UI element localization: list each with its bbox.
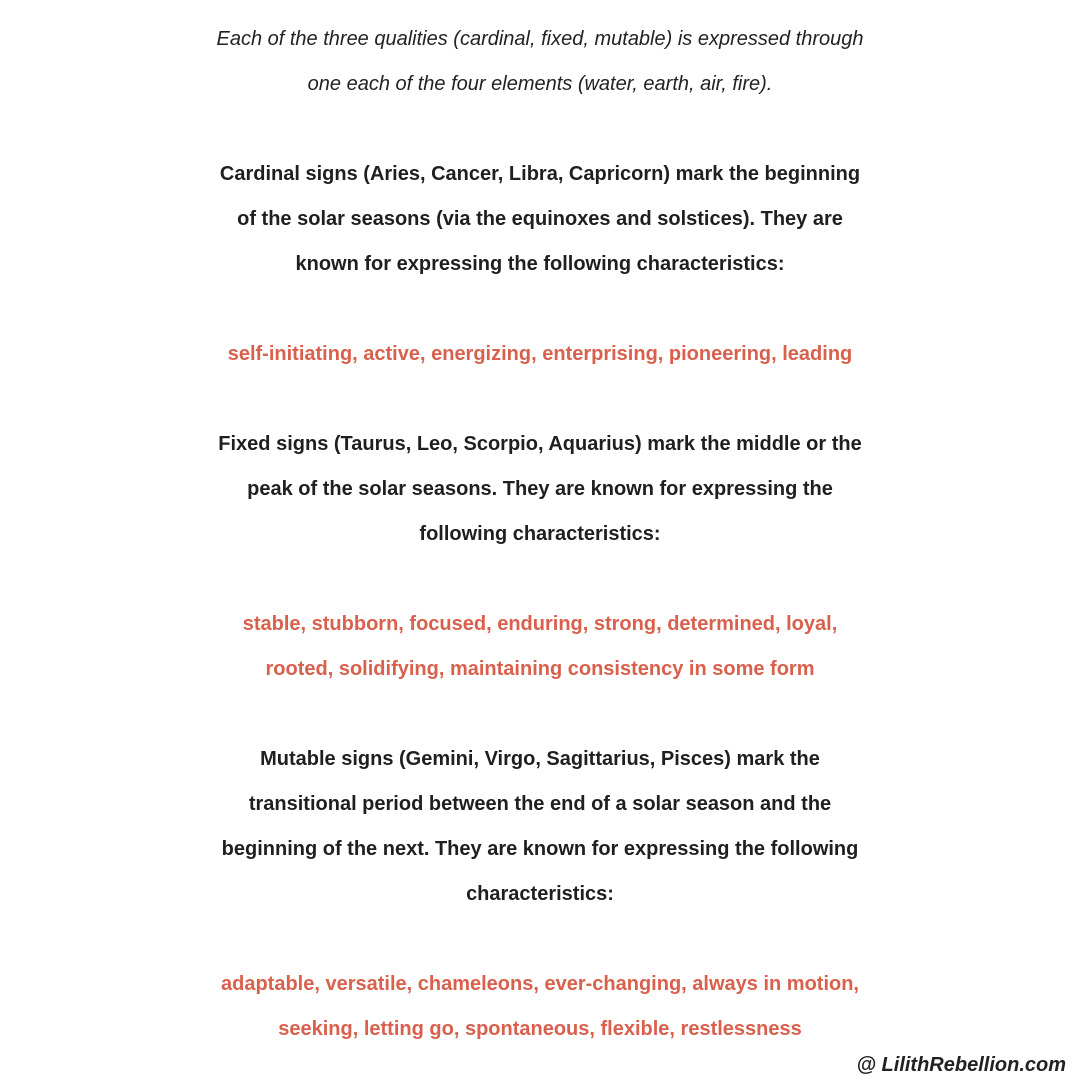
mutable-traits-line-2: seeking, letting go, spontaneous, flexible, restlessness [278,1018,802,1040]
intro-line-1: Each of the three qualities (cardinal, fixed, mutable) is expressed through [216,28,864,50]
intro-line-2: one each of the four elements (water, earth, air, fire). [307,73,773,95]
fixed-description-line-3: following characteristics: [419,523,661,545]
mutable-description-line-4: characteristics: [466,883,614,905]
fixed-description-line-2: peak of the solar seasons. They are known for expressing the [247,478,833,500]
fixed-traits-line-2: rooted, solidifying, maintaining consistency in some form [265,658,815,680]
mutable-description-line-2: transitional period between the end of a solar season and the [248,793,832,815]
cardinal-description-line-1: Cardinal signs (Aries, Cancer, Libra, Capricorn) mark the beginning [219,163,861,185]
credit-watermark: @ LilithRebellion.com [856,1054,1066,1076]
fixed-description-line-1: Fixed signs (Taurus, Leo, Scorpio, Aquarius) mark the middle or the [218,433,862,455]
fixed-traits-line-1: stable, stubborn, focused, enduring, strong, determined, loyal, [242,613,838,635]
mutable-description-line-3: beginning of the next. They are known for expressing the following [221,838,859,860]
cardinal-description-line-2: of the solar seasons (via the equinoxes and solstices). They are [237,208,843,230]
cardinal-description-line-3: known for expressing the following characteristics: [295,253,785,275]
mutable-traits-line-1: adaptable, versatile, chameleons, ever-changing, always in motion, [221,973,859,995]
mutable-description-line-1: Mutable signs (Gemini, Virgo, Sagittarius, Pisces) mark the [260,748,820,770]
cardinal-traits-line-1: self-initiating, active, energizing, enterprising, pioneering, leading [227,343,853,365]
